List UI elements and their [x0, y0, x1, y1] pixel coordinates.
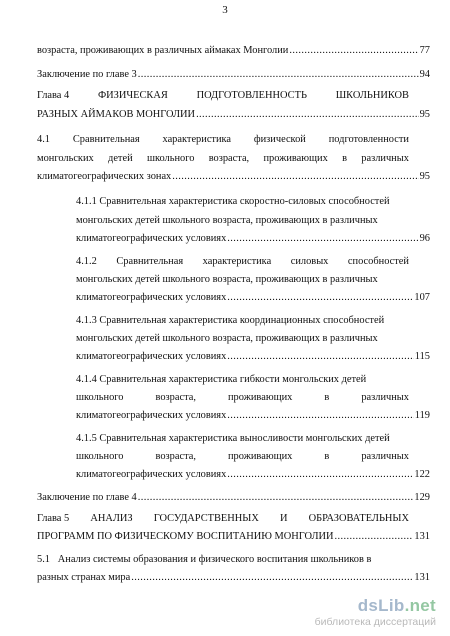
- dot-leader: [172, 170, 418, 183]
- toc-page-number: 77: [419, 45, 430, 56]
- toc-word: проживающих: [263, 153, 328, 164]
- toc-entry-text: ПРОГРАММ ПО ФИЗИЧЕСКОМУ ВОСПИТАНИЮ МОНГОЛИИ: [37, 531, 334, 542]
- toc-entry-text: климатогеографических условиях: [76, 469, 227, 480]
- toc-entry-line[interactable]: [76, 255, 409, 268]
- toc-page-number: 115: [414, 351, 430, 362]
- toc-entry-text: возраста, проживающих в различных аймаках Монголии: [37, 45, 289, 56]
- chapter-label: Глава 4: [37, 90, 70, 101]
- toc-word: монгольских: [37, 153, 94, 164]
- toc-entry-text: монгольских детей школьного возраста, проживающих в различных: [76, 215, 378, 226]
- toc-entry-line[interactable]: [76, 391, 409, 404]
- toc-word: силовых: [290, 256, 329, 267]
- chapter-label: Глава 5: [37, 513, 70, 524]
- toc-word: ФИЗИЧЕСКАЯ: [97, 90, 168, 101]
- toc-word: проживающих: [228, 451, 293, 462]
- toc-entry-line[interactable]: [37, 108, 430, 121]
- toc-entry-text: 4.1.1 Сравнительная характеристика скоростно-силовых способностей: [76, 196, 390, 207]
- toc-word: возраста,: [155, 451, 196, 462]
- watermark: [286, 596, 436, 630]
- toc-entry-text: 4.1.3 Сравнительная характеристика координационных способностей: [76, 315, 385, 326]
- toc-entry-text: монгольских детей школьного возраста, проживающих в различных: [76, 274, 378, 285]
- toc-entry-line[interactable]: [37, 89, 409, 102]
- watermark-logo: [358, 596, 436, 616]
- dot-leader: [289, 44, 418, 57]
- toc-word: различных: [361, 451, 409, 462]
- toc-word: ГОСУДАРСТВЕННЫХ: [153, 513, 259, 524]
- toc-word: в: [342, 153, 347, 164]
- toc-word: характеристика: [202, 256, 272, 267]
- toc-word: школьного: [146, 153, 195, 164]
- toc-entry-line[interactable]: [76, 314, 409, 327]
- toc-word: подготовленности: [328, 134, 409, 145]
- toc-entry-line[interactable]: [37, 571, 430, 584]
- toc-entry-text: РАЗНЫХ АЙМАКОВ МОНГОЛИИ: [37, 109, 196, 120]
- page-number: 3: [222, 4, 228, 16]
- toc-entry-line[interactable]: [76, 232, 430, 245]
- toc-entry-line[interactable]: [76, 450, 409, 463]
- dot-leader: [131, 571, 413, 584]
- toc-entry-text: климатогеографических зонах: [37, 171, 172, 182]
- section-number: 4.1: [37, 134, 50, 145]
- toc-entry-line[interactable]: [37, 553, 409, 566]
- toc-entry-line[interactable]: [76, 214, 409, 227]
- toc-word: в: [324, 392, 330, 403]
- dot-leader: [196, 108, 419, 121]
- toc-page-number: 107: [414, 292, 430, 303]
- toc-entry-line[interactable]: [37, 512, 409, 525]
- dot-leader: [227, 409, 414, 422]
- toc-word: физической: [253, 134, 306, 145]
- dot-leader: [138, 68, 419, 81]
- toc-entry[interactable]: [37, 68, 430, 81]
- toc-entry-text: разных странах мира: [37, 572, 131, 583]
- dot-leader: [227, 291, 413, 304]
- dot-leader: [227, 232, 418, 245]
- toc-page-number: 131: [414, 531, 430, 542]
- toc-page-number: 119: [414, 410, 430, 421]
- toc-word: Сравнительная: [116, 256, 184, 267]
- toc-word: АНАЛИЗ: [90, 513, 133, 524]
- toc-word: школьного: [76, 451, 124, 462]
- watermark-subtitle: библиотека диссертаций: [314, 616, 436, 628]
- toc-entry-line[interactable]: [76, 273, 409, 286]
- toc-entry-text: климатогеографических условиях: [76, 410, 227, 421]
- toc-word: школьного: [76, 392, 124, 403]
- toc-entry-line[interactable]: [37, 530, 430, 543]
- toc-entry-line[interactable]: [76, 195, 409, 208]
- toc-entry-line[interactable]: [76, 332, 409, 345]
- toc-word: в: [324, 451, 330, 462]
- section-number: 4.1.2: [76, 256, 97, 267]
- toc-entry-text: Заключение по главе 4: [37, 492, 137, 503]
- toc-entry-text: монгольских детей школьного возраста, проживающих в различных: [76, 333, 378, 344]
- toc-entry-line[interactable]: [37, 133, 409, 146]
- toc-word: характеристика: [162, 134, 232, 145]
- toc-word: проживающих: [228, 392, 293, 403]
- toc-entry-text: 5.1 Анализ системы образования и физического воспитания школьников в: [37, 554, 372, 565]
- toc-entry-line[interactable]: [76, 409, 430, 422]
- toc-word: ОБРАЗОВАТЕЛЬНЫХ: [308, 513, 409, 524]
- toc-entry-line[interactable]: [37, 170, 430, 183]
- toc-entry-line[interactable]: [76, 350, 430, 363]
- toc-entry-text: 4.1.4 Сравнительная характеристика гибкости монгольских детей: [76, 374, 367, 385]
- toc-entry-text: Заключение по главе 3: [37, 69, 137, 80]
- toc-word: ШКОЛЬНИКОВ: [335, 90, 409, 101]
- toc-entry-text: климатогеографических условиях: [76, 292, 227, 303]
- toc-word: возраста,: [155, 392, 196, 403]
- toc-page-number: 96: [419, 233, 430, 244]
- watermark-logo-accent: .net: [404, 596, 436, 615]
- toc-word: И: [279, 513, 288, 524]
- toc-entry-line[interactable]: [76, 432, 409, 445]
- dot-leader: [335, 530, 414, 543]
- toc-page-number: 131: [414, 572, 430, 583]
- toc-page-number: 122: [414, 469, 430, 480]
- toc-word: ПОДГОТОВЛЕННОСТЬ: [196, 90, 307, 101]
- dot-leader: [138, 491, 414, 504]
- toc-word: различных: [361, 392, 409, 403]
- toc-word: детей: [108, 153, 133, 164]
- toc-entry-text: климатогеографических условиях: [76, 351, 227, 362]
- toc-entry[interactable]: [37, 44, 430, 57]
- toc-word: различных: [361, 153, 409, 164]
- toc-page-number: 129: [414, 492, 430, 503]
- toc-entry-text: климатогеографических условиях: [76, 233, 227, 244]
- toc-entry[interactable]: [37, 491, 430, 504]
- toc-entry-line[interactable]: [76, 468, 430, 481]
- toc-page-number: 95: [419, 109, 430, 120]
- toc-page-number: 94: [419, 69, 430, 80]
- toc-entry-line[interactable]: [76, 291, 430, 304]
- toc-entry-line[interactable]: [37, 152, 409, 165]
- toc-page-number: 95: [419, 171, 430, 182]
- toc-entry-line[interactable]: [76, 373, 409, 386]
- watermark-logo-main: dsLib: [357, 596, 405, 615]
- toc-word: Сравнительная: [72, 134, 140, 145]
- toc-entry-text: 4.1.5 Сравнительная характеристика выносливости монгольских детей: [76, 433, 390, 444]
- toc-word: возраста,: [208, 153, 250, 164]
- toc-word: способностей: [347, 256, 409, 267]
- dot-leader: [227, 468, 413, 481]
- dot-leader: [227, 350, 414, 363]
